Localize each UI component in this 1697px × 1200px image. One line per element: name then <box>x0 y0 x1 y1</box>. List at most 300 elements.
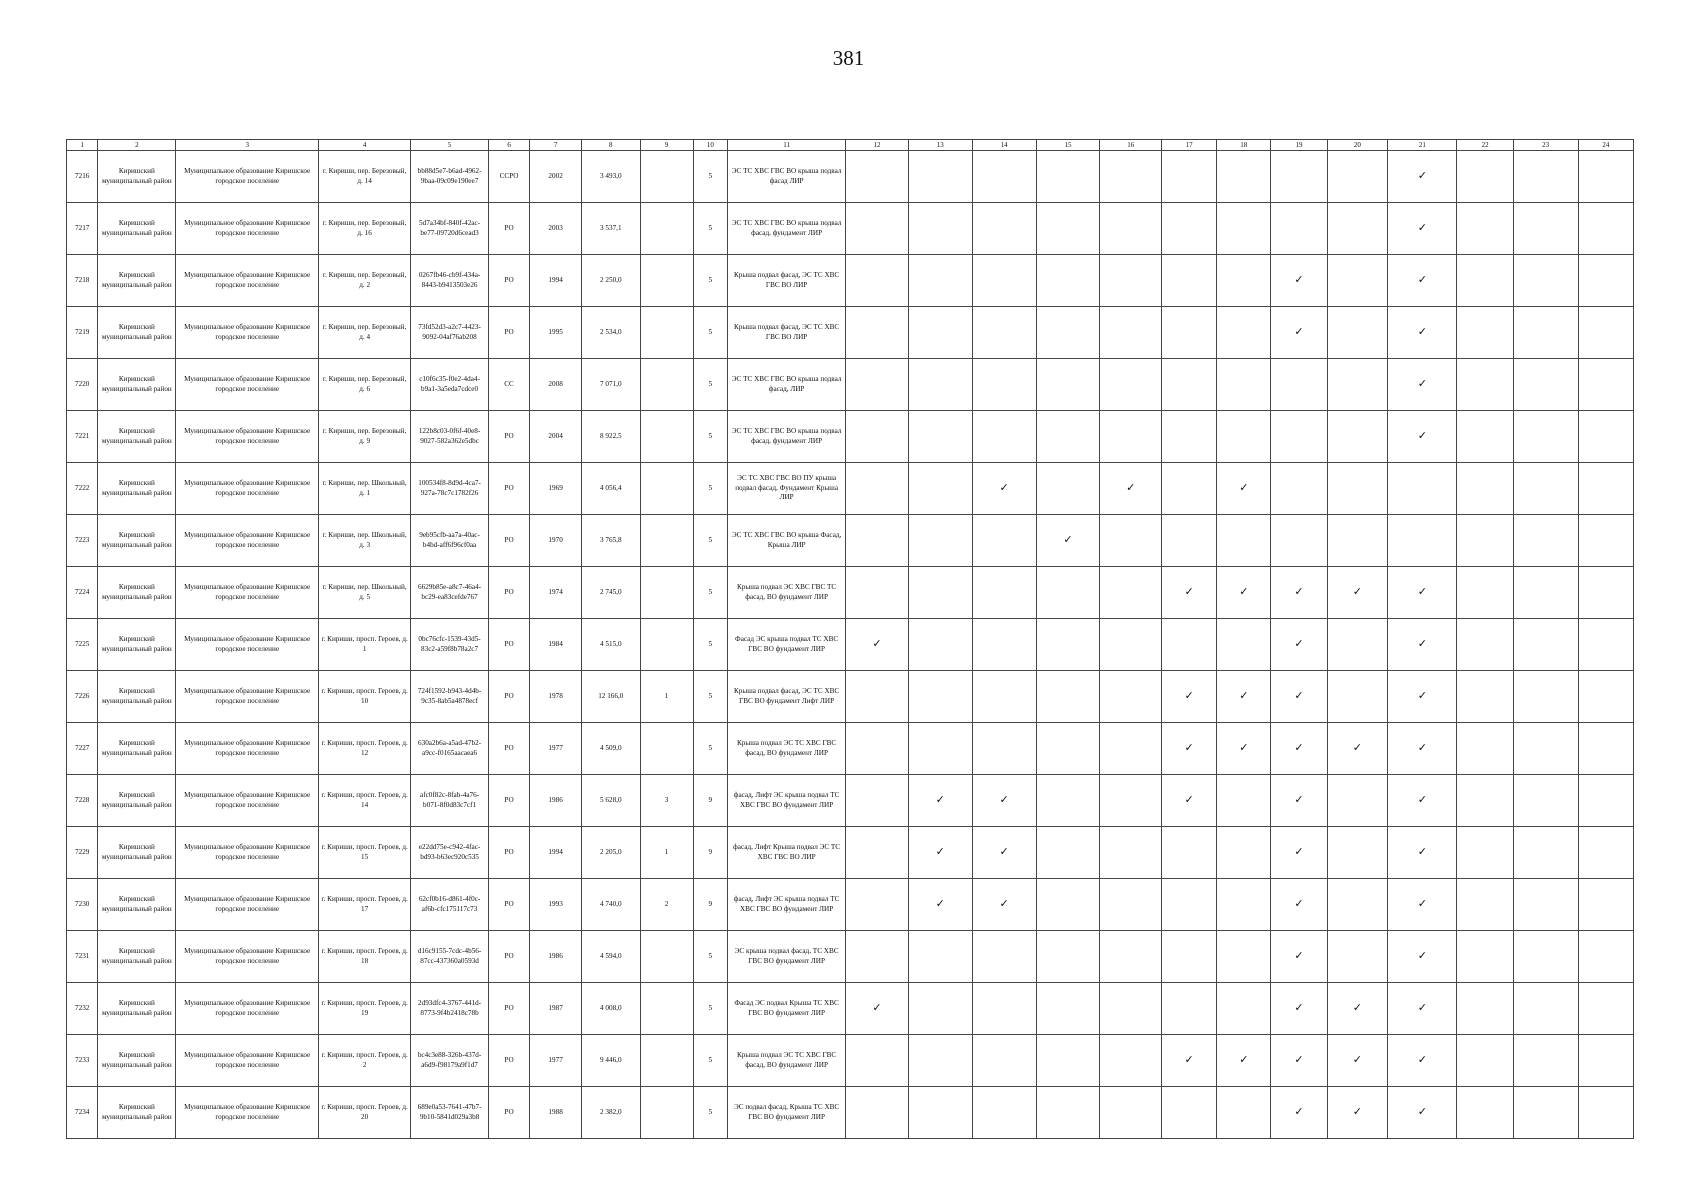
building-id-cell: 724f1592-b943-4d4b-9c35-8ab5a4878ecf <box>411 671 489 723</box>
building-id-cell: 5d7a34bf-840f-42ac-be77-09720d6cead3 <box>411 203 489 255</box>
col23-cell <box>1513 1087 1578 1139</box>
municipality-cell: Муниципальное образование Киришское городское поселение <box>176 1087 319 1139</box>
district-cell: Киришский муниципальный район <box>98 827 176 879</box>
col12-cell <box>846 359 909 411</box>
col16-cell <box>1100 1035 1162 1087</box>
year-cell: 1987 <box>530 983 582 1035</box>
col15-cell <box>1036 723 1100 775</box>
col24-cell <box>1578 255 1633 307</box>
col20-cell <box>1327 203 1388 255</box>
col10-cell: 5 <box>693 1087 728 1139</box>
col20-cell <box>1327 723 1388 775</box>
table-row <box>67 827 1634 879</box>
check-mark-icon: ✓ <box>1417 585 1427 599</box>
works-cell: Крыша подвал фасад, ЭС ТС ХВС ГВС ВО фундамент Лифт ЛИР <box>728 671 846 723</box>
col24-cell <box>1578 359 1633 411</box>
column-number: 13 <box>908 140 972 151</box>
row-number: 7225 <box>67 619 98 671</box>
col13-cell <box>908 255 972 307</box>
check-mark-icon: ✓ <box>1239 1053 1249 1067</box>
col21-cell <box>1388 411 1457 463</box>
col21-cell <box>1388 723 1457 775</box>
check-mark-icon: ✓ <box>935 897 945 911</box>
col9-cell <box>640 463 693 515</box>
table-row <box>67 411 1634 463</box>
building-id-cell: 62cf0b16-d861-4f0c-af6b-cfc175117c73 <box>411 879 489 931</box>
area-cell: 2 534,0 <box>582 307 640 359</box>
col23-cell <box>1513 775 1578 827</box>
type-cell: РО <box>489 463 530 515</box>
col17-cell <box>1162 359 1217 411</box>
check-mark-icon: ✓ <box>1352 1001 1363 1015</box>
works-cell: ЭС ТС ХВС ГВС ВО крыша подвал фасад, фундамент ЛИР <box>728 411 846 463</box>
address-cell: г. Кириши, просп. Героев, д. 20 <box>319 1087 411 1139</box>
col13-cell <box>908 307 972 359</box>
col19-cell <box>1271 359 1327 411</box>
col18-cell <box>1217 359 1271 411</box>
col17-cell <box>1162 827 1217 879</box>
year-cell: 1970 <box>530 515 582 567</box>
col16-cell <box>1100 203 1162 255</box>
year-cell: 2003 <box>530 203 582 255</box>
building-id-cell: c10f6c35-f0e2-4da4-b9a1-3a5eda7cdce0 <box>411 359 489 411</box>
type-cell: РО <box>489 307 530 359</box>
district-cell: Киришский муниципальный район <box>98 567 176 619</box>
check-mark-icon: ✓ <box>1417 897 1427 911</box>
col23-cell <box>1513 931 1578 983</box>
col21-cell <box>1388 567 1457 619</box>
table-row <box>67 567 1634 619</box>
col14-cell <box>972 671 1036 723</box>
col24-cell <box>1578 775 1633 827</box>
col10-cell: 9 <box>693 879 728 931</box>
col20-cell <box>1327 1087 1388 1139</box>
column-number: 16 <box>1100 140 1162 151</box>
row-number: 7216 <box>67 151 98 203</box>
check-mark-icon: ✓ <box>1239 741 1249 755</box>
col22-cell <box>1457 359 1513 411</box>
column-number: 6 <box>489 140 530 151</box>
column-number: 1 <box>67 140 98 151</box>
district-cell: Киришский муниципальный район <box>98 307 176 359</box>
works-cell: фасад, Лифт Крыша подвал ЭС ТС ХВС ГВС ВО ЛИР <box>728 827 846 879</box>
municipality-cell: Муниципальное образование Киришское городское поселение <box>176 671 319 723</box>
col15-cell <box>1036 931 1100 983</box>
col12-cell <box>846 931 909 983</box>
area-cell: 7 071,0 <box>582 359 640 411</box>
col22-cell <box>1457 1035 1513 1087</box>
row-number: 7217 <box>67 203 98 255</box>
address-cell: г. Кириши, пер. Березовый, д. 4 <box>319 307 411 359</box>
check-mark-icon: ✓ <box>1294 949 1304 963</box>
check-mark-icon: ✓ <box>1417 169 1427 183</box>
col22-cell <box>1457 567 1513 619</box>
column-number: 5 <box>411 140 489 151</box>
check-mark-icon: ✓ <box>1063 533 1073 547</box>
col21-cell <box>1388 1087 1457 1139</box>
type-cell: РО <box>489 879 530 931</box>
column-number: 9 <box>640 140 693 151</box>
col19-cell <box>1271 879 1327 931</box>
year-cell: 1994 <box>530 827 582 879</box>
col18-cell <box>1217 151 1271 203</box>
type-cell: РО <box>489 723 530 775</box>
district-cell: Киришский муниципальный район <box>98 203 176 255</box>
district-cell: Киришский муниципальный район <box>98 255 176 307</box>
col22-cell <box>1457 411 1513 463</box>
col9-cell: 1 <box>640 827 693 879</box>
year-cell: 1978 <box>530 671 582 723</box>
col20-cell <box>1327 827 1388 879</box>
col18-cell <box>1217 567 1271 619</box>
col13-cell <box>908 983 972 1035</box>
col12-cell <box>846 1087 909 1139</box>
col22-cell <box>1457 255 1513 307</box>
col12-cell <box>846 411 909 463</box>
col16-cell <box>1100 1087 1162 1139</box>
area-cell: 3 537,1 <box>582 203 640 255</box>
area-cell: 2 745,0 <box>582 567 640 619</box>
col12-cell <box>846 515 909 567</box>
col20-cell <box>1327 983 1388 1035</box>
year-cell: 1986 <box>530 931 582 983</box>
row-number: 7219 <box>67 307 98 359</box>
address-cell: г. Кириши, пер. Школьный, д. 3 <box>319 515 411 567</box>
col19-cell <box>1271 619 1327 671</box>
row-number: 7234 <box>67 1087 98 1139</box>
building-id-cell: 122b8c03-0f6f-40e8-9027-582a362e5dbc <box>411 411 489 463</box>
year-cell: 1986 <box>530 775 582 827</box>
check-mark-icon: ✓ <box>1417 1105 1427 1119</box>
municipality-cell: Муниципальное образование Киришское городское поселение <box>176 515 319 567</box>
district-cell: Киришский муниципальный район <box>98 931 176 983</box>
check-mark-icon: ✓ <box>1294 741 1304 755</box>
col14-cell <box>972 307 1036 359</box>
row-number: 7229 <box>67 827 98 879</box>
area-cell: 8 922,5 <box>582 411 640 463</box>
table-row <box>67 619 1634 671</box>
row-number: 7222 <box>67 463 98 515</box>
col10-cell: 5 <box>693 723 728 775</box>
col20-cell <box>1327 515 1388 567</box>
col18-cell <box>1217 463 1271 515</box>
building-id-cell: 0bc76cfc-1539-43d5-83c2-a59f8b78a2c7 <box>411 619 489 671</box>
col18-cell <box>1217 203 1271 255</box>
check-mark-icon: ✓ <box>1294 793 1304 807</box>
address-cell: г. Кириши, пер. Березовый, д. 6 <box>319 359 411 411</box>
area-cell: 3 765,8 <box>582 515 640 567</box>
page-number: 381 <box>832 46 865 70</box>
municipality-cell: Муниципальное образование Киришское городское поселение <box>176 567 319 619</box>
col16-cell <box>1100 775 1162 827</box>
building-id-cell: afc0f82c-8fab-4a76-b071-8f0d83c7cf1 <box>411 775 489 827</box>
col10-cell: 9 <box>693 827 728 879</box>
check-mark-icon: ✓ <box>999 481 1009 495</box>
check-mark-icon: ✓ <box>999 793 1009 807</box>
table-body <box>67 140 1634 1139</box>
check-mark-icon: ✓ <box>999 897 1009 911</box>
col10-cell: 5 <box>693 255 728 307</box>
col19-cell <box>1271 307 1327 359</box>
col16-cell <box>1100 983 1162 1035</box>
col13-cell <box>908 1035 972 1087</box>
col14-cell <box>972 463 1036 515</box>
col13-cell <box>908 203 972 255</box>
col9-cell <box>640 515 693 567</box>
type-cell: РО <box>489 619 530 671</box>
building-id-cell: 9eb95cfb-aa7a-40ac-b4bd-aff6f96cf0aa <box>411 515 489 567</box>
check-mark-icon: ✓ <box>1294 689 1304 703</box>
col16-cell <box>1100 879 1162 931</box>
works-cell: Фасад ЭС крыша подвал ТС ХВС ГВС ВО фундамент ЛИР <box>728 619 846 671</box>
check-mark-icon: ✓ <box>1417 1053 1427 1067</box>
col20-cell <box>1327 255 1388 307</box>
col24-cell <box>1578 1087 1633 1139</box>
check-mark-icon: ✓ <box>1184 793 1194 807</box>
area-cell: 4 594,0 <box>582 931 640 983</box>
address-cell: г. Кириши, пер. Школьный, д. 5 <box>319 567 411 619</box>
col16-cell <box>1100 307 1162 359</box>
year-cell: 1988 <box>530 1087 582 1139</box>
address-cell: г. Кириши, пер. Березовый, д. 14 <box>319 151 411 203</box>
col16-cell <box>1100 463 1162 515</box>
col19-cell <box>1271 671 1327 723</box>
col18-cell <box>1217 775 1271 827</box>
type-cell: РО <box>489 1087 530 1139</box>
col13-cell <box>908 515 972 567</box>
col19-cell <box>1271 203 1327 255</box>
col23-cell <box>1513 983 1578 1035</box>
works-cell: ЭС ТС ХВС ГВС ВО крыша подвал фасад, ЛИР <box>728 359 846 411</box>
col19-cell <box>1271 723 1327 775</box>
municipality-cell: Муниципальное образование Киришское городское поселение <box>176 463 319 515</box>
works-cell: ЭС ТС ХВС ГВС ВО ПУ крыша подвал фасад, Фундамент Крыша ЛИР <box>728 463 846 515</box>
col14-cell <box>972 619 1036 671</box>
col24-cell <box>1578 723 1633 775</box>
building-id-cell: bc4c3e88-326b-437d-a6d9-f98179a9f1d7 <box>411 1035 489 1087</box>
col13-cell <box>908 619 972 671</box>
municipality-cell: Муниципальное образование Киришское городское поселение <box>176 255 319 307</box>
check-mark-icon: ✓ <box>1294 897 1304 911</box>
col17-cell <box>1162 1035 1217 1087</box>
works-cell: Фасад ЭС подвал Крыша ТС ХВС ГВС ВО фундамент ЛИР <box>728 983 846 1035</box>
year-cell: 1984 <box>530 619 582 671</box>
municipality-cell: Муниципальное образование Киришское городское поселение <box>176 879 319 931</box>
address-cell: г. Кириши, просп. Героев, д. 19 <box>319 983 411 1035</box>
column-number: 8 <box>582 140 640 151</box>
col10-cell: 5 <box>693 1035 728 1087</box>
works-cell: Крыша подвал ЭС ХВС ГВС ТС фасад, ВО фундамент ЛИР <box>728 567 846 619</box>
col10-cell: 9 <box>693 775 728 827</box>
col24-cell <box>1578 983 1633 1035</box>
year-cell: 1995 <box>530 307 582 359</box>
works-cell: Крыша подвал фасад, ЭС ТС ХВС ГВС ВО ЛИР <box>728 307 846 359</box>
col17-cell <box>1162 255 1217 307</box>
check-mark-icon: ✓ <box>1417 689 1427 703</box>
col18-cell <box>1217 983 1271 1035</box>
col18-cell <box>1217 931 1271 983</box>
col23-cell <box>1513 567 1578 619</box>
column-number: 24 <box>1578 140 1633 151</box>
row-number: 7224 <box>67 567 98 619</box>
col16-cell <box>1100 515 1162 567</box>
year-cell: 1977 <box>530 723 582 775</box>
col20-cell <box>1327 671 1388 723</box>
col13-cell <box>908 411 972 463</box>
address-cell: г. Кириши, просп. Героев, д. 18 <box>319 931 411 983</box>
check-mark-icon: ✓ <box>1417 793 1427 807</box>
col14-cell <box>972 203 1036 255</box>
col9-cell: 2 <box>640 879 693 931</box>
col17-cell <box>1162 671 1217 723</box>
check-mark-icon: ✓ <box>1184 1053 1194 1067</box>
col19-cell <box>1271 1087 1327 1139</box>
col23-cell <box>1513 411 1578 463</box>
col20-cell <box>1327 411 1388 463</box>
col19-cell <box>1271 255 1327 307</box>
col17-cell <box>1162 567 1217 619</box>
municipality-cell: Муниципальное образование Киришское городское поселение <box>176 1035 319 1087</box>
municipality-cell: Муниципальное образование Киришское городское поселение <box>176 775 319 827</box>
col23-cell <box>1513 255 1578 307</box>
col13-cell <box>908 775 972 827</box>
col9-cell <box>640 307 693 359</box>
type-cell: РО <box>489 203 530 255</box>
check-mark-icon: ✓ <box>1184 585 1194 599</box>
year-cell: 2004 <box>530 411 582 463</box>
register-table <box>66 139 1634 1139</box>
district-cell: Киришский муниципальный район <box>98 775 176 827</box>
col15-cell <box>1036 463 1100 515</box>
col18-cell <box>1217 1087 1271 1139</box>
col23-cell <box>1513 671 1578 723</box>
col21-cell <box>1388 151 1457 203</box>
year-cell: 1969 <box>530 463 582 515</box>
col23-cell <box>1513 619 1578 671</box>
col15-cell <box>1036 151 1100 203</box>
col22-cell <box>1457 879 1513 931</box>
check-mark-icon: ✓ <box>1417 949 1427 963</box>
col21-cell <box>1388 983 1457 1035</box>
column-number: 23 <box>1513 140 1578 151</box>
col18-cell <box>1217 411 1271 463</box>
col14-cell <box>972 983 1036 1035</box>
check-mark-icon: ✓ <box>1239 585 1249 599</box>
col12-cell <box>846 983 909 1035</box>
col15-cell <box>1036 515 1100 567</box>
works-cell: Крыша подвал ЭС ТС ХВС ГВС фасад, ВО фундамент ЛИР <box>728 723 846 775</box>
col22-cell <box>1457 307 1513 359</box>
year-cell: 1974 <box>530 567 582 619</box>
area-cell: 2 250,0 <box>582 255 640 307</box>
check-mark-icon: ✓ <box>999 845 1009 859</box>
district-cell: Киришский муниципальный район <box>98 619 176 671</box>
col21-cell <box>1388 255 1457 307</box>
col10-cell: 5 <box>693 359 728 411</box>
col21-cell <box>1388 307 1457 359</box>
address-cell: г. Кириши, пер. Березовый, д. 9 <box>319 411 411 463</box>
col14-cell <box>972 255 1036 307</box>
col18-cell <box>1217 723 1271 775</box>
col15-cell <box>1036 775 1100 827</box>
row-number: 7223 <box>67 515 98 567</box>
col22-cell <box>1457 983 1513 1035</box>
check-mark-icon: ✓ <box>1294 325 1304 339</box>
year-cell: 1977 <box>530 1035 582 1087</box>
column-number: 19 <box>1271 140 1327 151</box>
col13-cell <box>908 671 972 723</box>
area-cell: 2 382,0 <box>582 1087 640 1139</box>
column-number: 15 <box>1036 140 1100 151</box>
col15-cell <box>1036 255 1100 307</box>
col12-cell <box>846 151 909 203</box>
col19-cell <box>1271 151 1327 203</box>
row-number: 7233 <box>67 1035 98 1087</box>
type-cell: ССРО <box>489 151 530 203</box>
col17-cell <box>1162 151 1217 203</box>
col24-cell <box>1578 619 1633 671</box>
col10-cell: 5 <box>693 983 728 1035</box>
col22-cell <box>1457 827 1513 879</box>
area-cell: 12 166,0 <box>582 671 640 723</box>
col16-cell <box>1100 567 1162 619</box>
col18-cell <box>1217 1035 1271 1087</box>
col10-cell: 5 <box>693 151 728 203</box>
district-cell: Киришский муниципальный район <box>98 151 176 203</box>
col15-cell <box>1036 619 1100 671</box>
col12-cell <box>846 775 909 827</box>
year-cell: 1994 <box>530 255 582 307</box>
col18-cell <box>1217 307 1271 359</box>
col21-cell <box>1388 515 1457 567</box>
type-cell: РО <box>489 931 530 983</box>
col15-cell <box>1036 827 1100 879</box>
check-mark-icon: ✓ <box>1294 1105 1304 1119</box>
col19-cell <box>1271 983 1327 1035</box>
table-row <box>67 723 1634 775</box>
col17-cell <box>1162 619 1217 671</box>
col16-cell <box>1100 671 1162 723</box>
municipality-cell: Муниципальное образование Киришское городское поселение <box>176 931 319 983</box>
col14-cell <box>972 879 1036 931</box>
column-number: 21 <box>1388 140 1457 151</box>
check-mark-icon: ✓ <box>872 1001 882 1015</box>
building-id-cell: 6629b85e-a8c7-46a4-bc29-ea83cefde767 <box>411 567 489 619</box>
col10-cell: 5 <box>693 619 728 671</box>
col24-cell <box>1578 307 1633 359</box>
col12-cell <box>846 567 909 619</box>
district-cell: Киришский муниципальный район <box>98 723 176 775</box>
column-number: 22 <box>1457 140 1513 151</box>
works-cell: Крыша подвал фасад, ЭС ТС ХВС ГВС ВО ЛИР <box>728 255 846 307</box>
column-number: 7 <box>530 140 582 151</box>
table-row <box>67 151 1634 203</box>
col24-cell <box>1578 411 1633 463</box>
col15-cell <box>1036 307 1100 359</box>
table-row <box>67 307 1634 359</box>
col23-cell <box>1513 359 1578 411</box>
col15-cell <box>1036 1087 1100 1139</box>
col17-cell <box>1162 203 1217 255</box>
col16-cell <box>1100 151 1162 203</box>
column-number: 4 <box>319 140 411 151</box>
col14-cell <box>972 411 1036 463</box>
table-row <box>67 203 1634 255</box>
year-cell: 2008 <box>530 359 582 411</box>
building-id-cell: 100534f8-8d9d-4ca7-927a-78c7c1782f26 <box>411 463 489 515</box>
col14-cell <box>972 827 1036 879</box>
col14-cell <box>972 515 1036 567</box>
